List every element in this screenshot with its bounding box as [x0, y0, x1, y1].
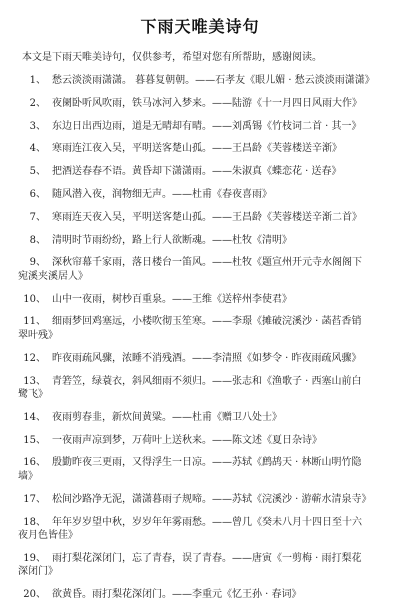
list-item [18, 516, 382, 543]
item-number: 3、 [29, 120, 46, 132]
item-number: 9、 [29, 257, 46, 269]
item-number: 20、 [23, 589, 46, 601]
list-item [18, 293, 382, 307]
list-item [18, 588, 382, 602]
item-number: 11、 [23, 316, 46, 328]
item-text: 东边日出西边雨，道是无晴却有晴。——刘禹锡《竹枝词二首 · 其一》 [52, 120, 362, 132]
item-text: 一夜雨声凉到梦，万荷叶上送秋来。——陈文述《夏日杂诗》 [52, 434, 322, 446]
item-number: 19、 [23, 552, 46, 564]
list-item [18, 552, 382, 579]
item-text-continuation: 鹭飞》 [18, 389, 48, 401]
item-text: 清明时节雨纷纷，路上行人欲断魂。——杜牧《清明》 [52, 234, 292, 246]
item-number: 5、 [29, 166, 46, 178]
intro-text: 本文是下雨天唯美诗句，仅供参考，希望对您有所帮助，感谢阅读。 [22, 52, 322, 63]
item-text: 愁云淡淡雨潇潇。 暮暮复朝朝。——石孝友《眼儿媚 · 愁云淡淡雨潇潇》 [52, 75, 375, 86]
item-number: 12、 [23, 352, 46, 364]
list-item [18, 211, 382, 225]
list-item [18, 188, 382, 202]
item-text: 昨夜雨疏风骤，浓睡不消残酒。——李清照《如梦令 · 昨夜雨疏风骤》 [52, 352, 362, 364]
item-text: 把酒送春春不语。黄昏却下潇潇雨。——朱淑真《蝶恋花 · 送春》 [52, 166, 342, 178]
list-item [18, 165, 382, 179]
item-text: 夜阑卧听风吹雨，铁马冰河入梦来。——陆游《十一月四日风雨大作》 [52, 97, 362, 109]
list-item [18, 256, 382, 283]
item-text: 深秋帘幕千家雨，落日楼台一笛风。——杜牧《题宣州开元寺水阁阁下 [52, 257, 362, 269]
item-number: 16、 [23, 457, 46, 469]
list-item [18, 234, 382, 248]
item-number: 7、 [29, 211, 46, 223]
list-item [18, 74, 382, 88]
item-number: 2、 [29, 97, 46, 109]
item-number: 6、 [29, 188, 46, 200]
item-text: 欲黄昏。雨打梨花深闭门。——李重元《忆王孙 · 春词》 [52, 589, 302, 601]
page-title: 下雨天唯美诗句 [140, 17, 260, 36]
list-item [18, 120, 382, 134]
item-number: 1、 [29, 75, 46, 86]
list-item [18, 493, 382, 507]
item-text: 随风潜入夜，润物细无声。——杜甫《春夜喜雨》 [52, 188, 272, 200]
list-item [18, 315, 382, 342]
item-text: 寒雨连天夜入吴，平明送客楚山孤。——王昌龄《芙蓉楼送辛渐二首》 [52, 211, 362, 223]
item-text-continuation: 墙》 [18, 470, 38, 482]
list-item [18, 411, 382, 425]
item-text: 年年岁岁望中秋，岁岁年年雾雨愁。——曾几《癸未八月十四日至十六 [52, 516, 362, 528]
item-text-continuation: 翠叶残》 [18, 329, 58, 341]
item-text-continuation: 深闭门》 [18, 566, 58, 578]
list-item [18, 97, 382, 111]
item-text: 夜雨剪春韭，新炊间黄粱。——杜甫《赠卫八处士》 [52, 411, 282, 423]
item-number: 14、 [23, 411, 46, 423]
item-number: 13、 [23, 375, 46, 387]
list-item [18, 375, 382, 402]
item-number: 18、 [23, 516, 46, 528]
item-text: 寒雨连江夜入吴，平明送客楚山孤。——王昌龄《芙蓉楼送辛渐》 [52, 143, 342, 155]
item-text: 青箬笠，绿蓑衣，斜风细雨不须归。——张志和《渔歌子 · 西塞山前白 [52, 375, 362, 387]
item-text: 殷勤昨夜三更雨，又得浮生一日凉。——苏轼《鹧鸪天 · 林断山明竹隐 [52, 457, 362, 469]
item-text-continuation: 夜月色皆佳》 [18, 530, 78, 542]
item-text: 雨打梨花深闭门，忘了青春，误了青春。——唐寅《一剪梅 · 雨打梨花 [52, 552, 362, 564]
item-number: 17、 [23, 493, 46, 505]
list-item [18, 456, 382, 483]
poem-list [18, 74, 382, 602]
item-number: 15、 [23, 434, 46, 446]
item-number: 8、 [29, 234, 46, 246]
item-text-continuation: 宛溪夹溪居人》 [18, 270, 88, 282]
list-item [18, 352, 382, 366]
list-item [18, 434, 382, 448]
item-text: 细雨梦回鸡塞远，小楼吹彻玉笙寒。——李璟《摊破浣溪沙 · 菡萏香销 [52, 316, 362, 328]
item-number: 10、 [23, 293, 46, 305]
item-text: 松间沙路净无泥，潇潇暮雨子规啼。——苏轼《浣溪沙 · 游蕲水清泉寺》 [52, 493, 372, 505]
item-text: 山中一夜雨，树杪百重泉。——王维《送梓州李使君》 [52, 293, 292, 305]
list-item [18, 142, 382, 156]
item-number: 4、 [29, 143, 46, 155]
